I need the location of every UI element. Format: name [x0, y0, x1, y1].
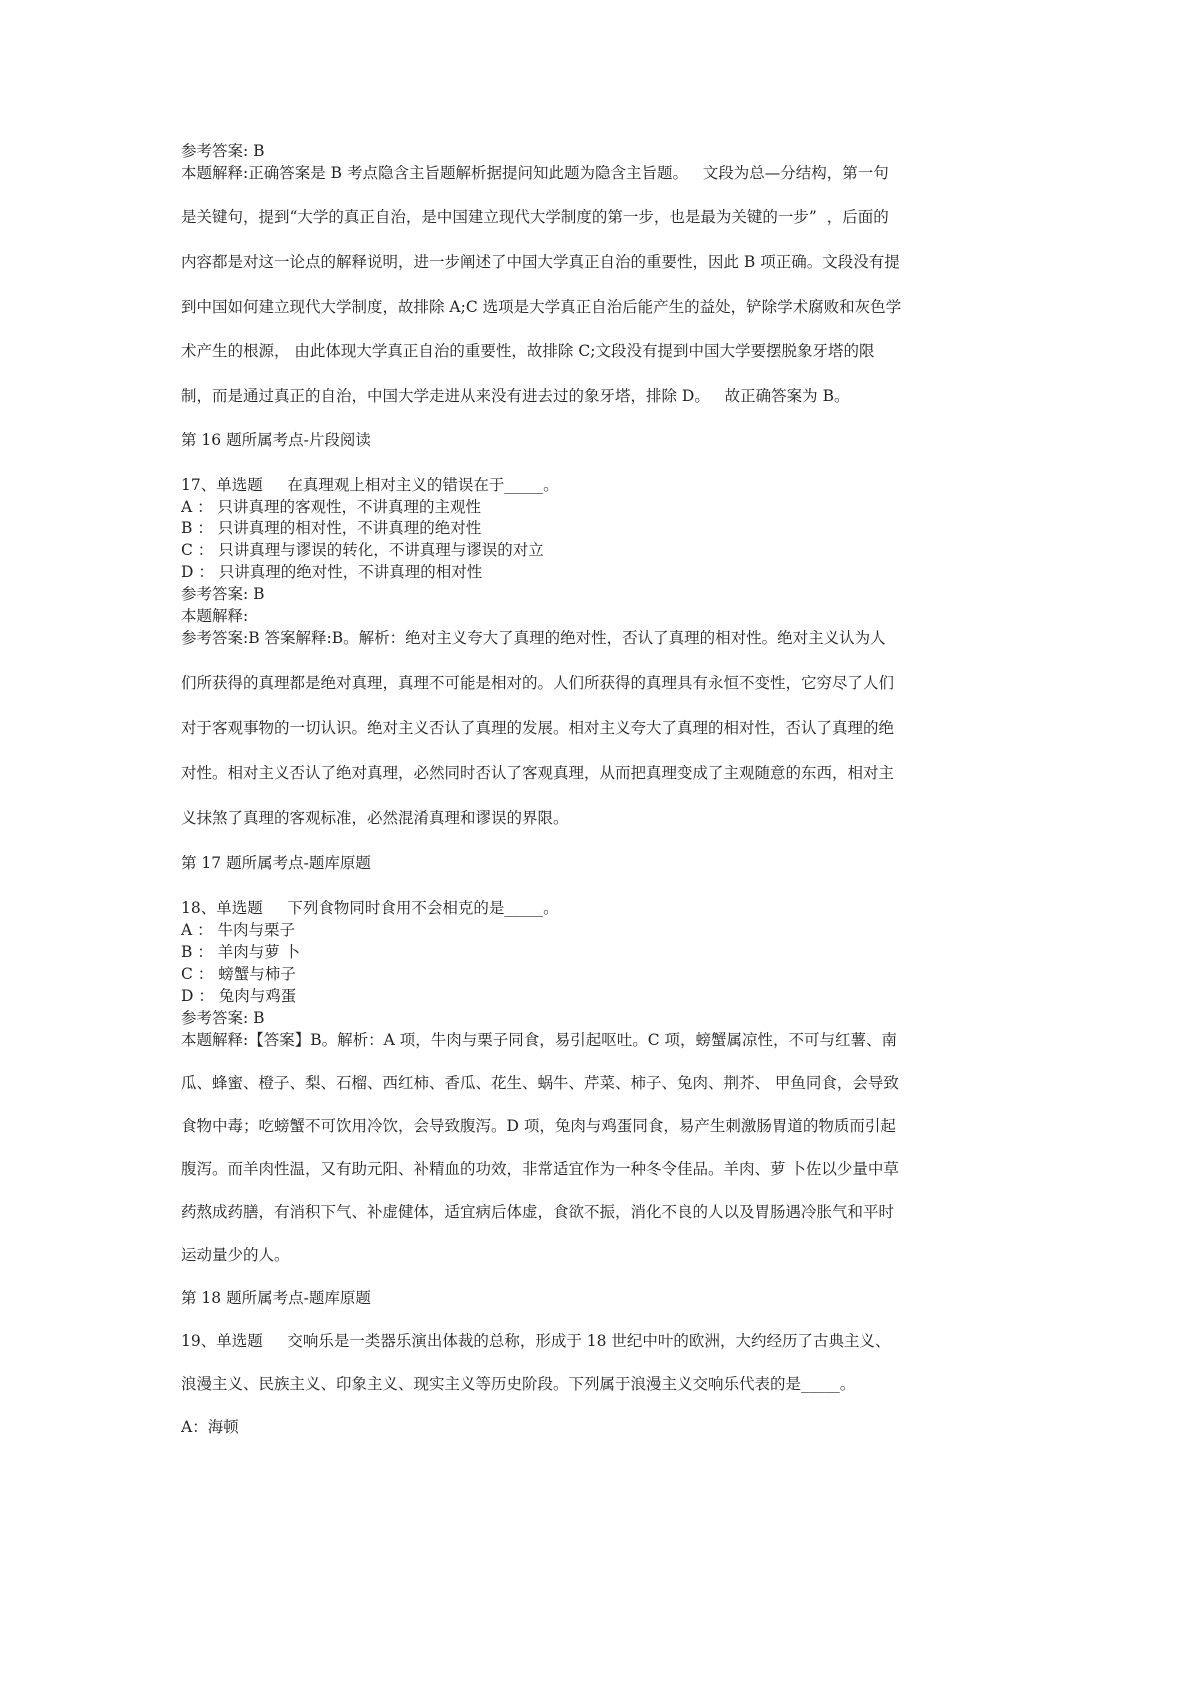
q18-stem: 18、单选题 下列食物同时食用不会相克的是_____。	[181, 899, 559, 917]
q17-explanation-line: 对于客观事物的一切认识。绝对主义否认了真理的发展。相对主义夸大了真理的相对性，否认了真理的绝	[181, 719, 895, 737]
q18-option-c: C ： 螃蟹与柿子	[181, 965, 296, 983]
q17-answer: 参考答案: B	[181, 585, 265, 603]
q16-topic: 第 16 题所属考点-片段阅读	[181, 431, 371, 449]
q19-stem-line: 浪漫主义、民族主义、印象主义、现实主义等历史阶段。下列属于浪漫主义交响乐代表的是_____。	[181, 1375, 856, 1393]
q18-explanation-line: 药熬成药膳，有消积下气、补虚健体，适宜病后体虚，食欲不振，消化不良的人以及胃肠遇冷胀气和平时	[181, 1203, 895, 1221]
q17-explanation-line: 们所获得的真理都是绝对真理，真理不可能是相对的。人们所获得的真理具有永恒不变性，它穷尽了人们	[181, 674, 895, 692]
q16-explanation-line: 制，而是通过真正的自治，中国大学走进从来没有进去过的象牙塔，排除 D。 故正确答案为 B。	[181, 387, 850, 405]
q18-option-d: D ： 兔肉与鸡蛋	[181, 987, 297, 1005]
q19-stem-line: 19、单选题 交响乐是一类器乐演出体裁的总称，形成于 18 世纪中叶的欧洲，大约经历了古典主义、	[181, 1332, 891, 1350]
q16-explanation-line: 是关键句，提到“大学的真正自治，是中国建立现代大学制度的第一步，也是最为关键的一步” ，后面的	[181, 208, 889, 226]
q16-explanation-line: 本题解释:正确答案是 B 考点隐含主旨题解析据提问知此题为隐含主旨题。 文段为总—分结构，第一句	[181, 164, 889, 182]
q18-answer: 参考答案: B	[181, 1009, 265, 1027]
q18-explanation-line: 运动量少的人。	[181, 1246, 290, 1264]
q17-explanation-line: 义抹煞了真理的客观标准，必然混淆真理和谬误的界限。	[181, 809, 569, 827]
q17-stem: 17、单选题 在真理观上相对主义的错误在于_____。	[181, 476, 559, 494]
q17-explanation-line: 参考答案:B 答案解释:B。解析：绝对主义夸大了真理的绝对性，否认了真理的相对性。绝对主义认为人	[181, 629, 886, 647]
q16-answer: 参考答案: B	[181, 142, 265, 160]
q18-explanation-line: 瓜、蜂蜜、橙子、梨、石榴、西红柿、香瓜、花生、蜗牛、芹菜、柿子、兔肉、荆芥、 甲鱼同食，会导致	[181, 1074, 899, 1092]
q19-option-a: A：海顿	[181, 1418, 239, 1436]
q17-explanation-line: 对性。相对主义否认了绝对真理，必然同时否认了客观真理，从而把真理变成了主观随意的东西，相对主	[181, 764, 895, 782]
q18-explanation-line: 本题解释:【答案】B。解析：A 项，牛肉与栗子同食，易引起呕吐。C 项，螃蟹属凉性，不可与红薯、南	[181, 1031, 898, 1049]
q18-explanation-line: 食物中毒；吃螃蟹不可饮用冷饮，会导致腹泻。D 项，兔肉与鸡蛋同食，易产生刺激肠胃道的物质而引起	[181, 1117, 896, 1135]
q18-option-a: A ： 牛肉与栗子	[181, 921, 296, 939]
q17-topic: 第 17 题所属考点-题库原题	[181, 854, 371, 872]
q17-option-b: B ： 只讲真理的相对性，不讲真理的绝对性	[181, 519, 482, 537]
q18-option-b: B ： 羊肉与萝 卜	[181, 943, 301, 961]
q17-option-a: A ： 只讲真理的客观性，不讲真理的主观性	[181, 498, 482, 516]
q18-topic: 第 18 题所属考点-题库原题	[181, 1289, 371, 1307]
q17-option-c: C ： 只讲真理与谬误的转化，不讲真理与谬误的对立	[181, 541, 544, 559]
q16-explanation-line: 术产生的根源， 由此体现大学真正自治的重要性，故排除 C;文段没有提到中国大学要摆脱象牙塔的限	[181, 342, 875, 360]
q17-option-d: D ： 只讲真理的绝对性，不讲真理的相对性	[181, 563, 483, 581]
q16-explanation-line: 内容都是对这一论点的解释说明，进一步阐述了中国大学真正自治的重要性，因此 B 项正确。文段没有提	[181, 253, 900, 271]
q18-explanation-line: 腹泻。而羊肉性温，又有助元阳、补精血的功效，非常适宜作为一种冬令佳品。羊肉、萝 卜佐以少量中草	[181, 1160, 899, 1178]
q17-explanation-label: 本题解释:	[181, 607, 249, 625]
q16-explanation-line: 到中国如何建立现代大学制度，故排除 A;C 选项是大学真正自治后能产生的益处，铲除学术腐败和灰色学	[181, 298, 902, 316]
